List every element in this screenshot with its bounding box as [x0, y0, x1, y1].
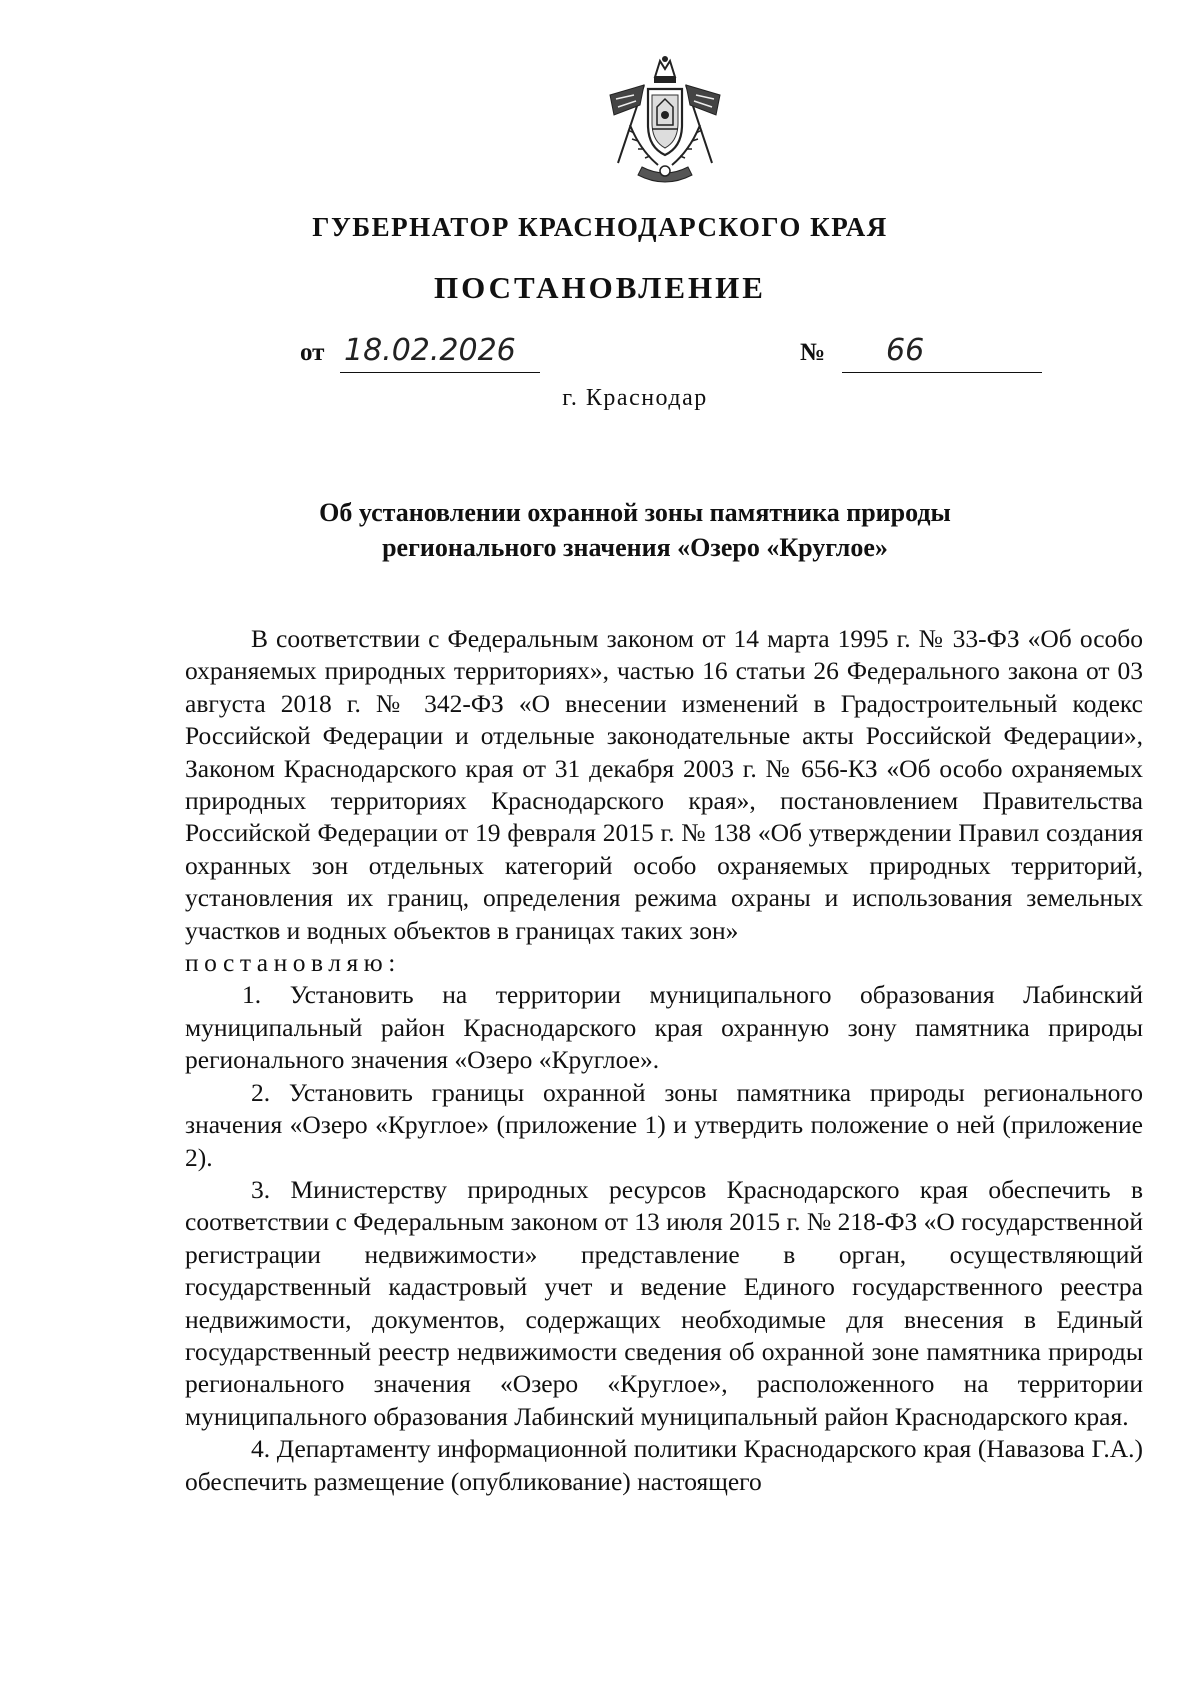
document-date: 18.02.2026 [340, 333, 540, 373]
coat-of-arms-emblem [600, 55, 730, 190]
document-body [185, 623, 1143, 1498]
preamble-paragraph: В соответствии с Федеральным законом от 14 марта 1995 г. № 33-ФЗ «Об особо охраняемых природных территориях», частью 16 статьи 26 Федерального закона от 03 августа 2018 г. № 342-ФЗ «О внесении изменений в Градостроительный кодекс Российской Федерации и отдельные законодательные акты Российской Федерации», Законом Краснодарского края от 31 декабря 2003 г. № 656-КЗ «Об особо охраняемых природных территориях Краснодарского края», постановлением Правительства Российской Федерации от 19 февраля 2015 г. № 138 «Об утверждении Правил создания охранных зон отдельных категорий особо охраняемых природных территорий, установления их границ, определения режима охраны и использования земельных участков и водных объектов в границах таких зон» [185, 624, 1143, 945]
city-label: г. Краснодар [562, 385, 708, 411]
item-2-paragraph: 2. Установить границы охранной зоны памятника природы регионального значения «Озеро «Круглое» (приложение 1) и утвердить положение о ней (приложение 2). [185, 1077, 1143, 1172]
item-4-paragraph: 4. Департаменту информационной политики Краснодарского края (Навазова Г.А.) обеспечить размещение (опубликование) настоящего [185, 1434, 1143, 1496]
subject-line-1: Об установлении охранной зоны памятника природы [319, 498, 951, 527]
document-number: 66 [842, 333, 1042, 373]
decree-word: постановляю: [185, 948, 401, 978]
document-subject [0, 495, 1200, 565]
number-prefix-label: № [800, 339, 826, 366]
org-title: ГУБЕРНАТОР КРАСНОДАРСКОГО КРАЯ [312, 212, 888, 242]
item-3-paragraph: 3. Министерству природных ресурсов Краснодарского края обеспечить в соответствии с Федеральным законом от 13 июля 2015 г. № 218-ФЗ «О государственной регистрации недвижимости» представление в орган, осуществляющий государственный кадастровый учет и ведение Единого государственного реестра недвижимости, документов, содержащих необходимые для внесения в Единый государственный реестр недвижимости сведения об охранной зоне памятника природы регионального значения «Озеро «Круглое», расположенного на территории муниципального образования Лабинский муниципальный район Краснодарского края. [185, 1174, 1143, 1431]
item-1-paragraph: 1. Установить на территории муниципального образования Лабинский муниципальный район Краснодарского края охранную зону памятника природы регионального значения «Озеро «Круглое». [185, 980, 1143, 1075]
document-type-title: ПОСТАНОВЛЕНИЕ [434, 270, 766, 305]
date-prefix-label: от [300, 339, 325, 366]
subject-line-2: регионального значения «Озеро «Круглое» [382, 533, 888, 562]
